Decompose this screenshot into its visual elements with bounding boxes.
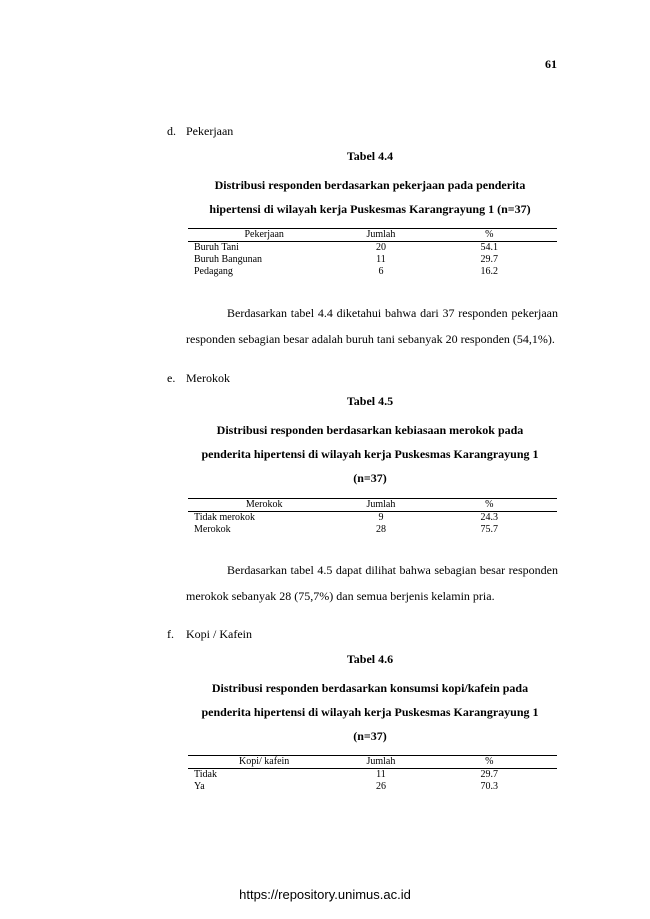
table-4-5-caption xyxy=(175,394,565,490)
table-cell: 28 xyxy=(375,524,386,535)
table-cell: Buruh Tani xyxy=(194,242,239,253)
table-row xyxy=(188,769,557,781)
footer-url[interactable]: https://repository.unimus.ac.id xyxy=(239,887,411,902)
table-cell: 29.7 xyxy=(480,254,498,265)
table-4-5 xyxy=(188,498,557,536)
table-cell: 29.7 xyxy=(480,769,498,780)
section-label: f. xyxy=(167,627,174,641)
table-description-line: (n=37) xyxy=(353,729,387,743)
table-cell: 11 xyxy=(376,254,386,265)
section-heading-merokok xyxy=(167,371,230,386)
column-header: % xyxy=(485,499,494,510)
table-cell: 11 xyxy=(376,769,386,780)
table-cell: 24.3 xyxy=(480,512,498,523)
section-label: e. xyxy=(167,371,176,385)
table-title: Tabel 4.5 xyxy=(346,394,394,408)
table-row xyxy=(188,781,557,793)
table-row xyxy=(188,266,557,278)
table-cell: 16.2 xyxy=(480,266,498,277)
table-row xyxy=(188,524,557,536)
table-cell: Ya xyxy=(194,781,205,792)
table-cell: 6 xyxy=(378,266,384,277)
table-cell: 26 xyxy=(375,781,386,792)
table-4-6 xyxy=(188,755,557,793)
table-cell: 9 xyxy=(378,512,384,523)
table-4-4 xyxy=(188,228,557,278)
column-header: Jumlah xyxy=(366,499,396,510)
section-heading-kopi-kafein xyxy=(167,627,252,642)
table-row xyxy=(188,512,557,524)
table-header-row xyxy=(188,498,557,512)
paragraph-pekerjaan xyxy=(186,300,558,352)
table-description-line: hipertensi di wilayah kerja Puskesmas Karangrayung 1 (n=37) xyxy=(209,202,531,216)
table-header-row xyxy=(188,228,557,242)
table-cell: 70.3 xyxy=(480,781,498,792)
table-description-line: (n=37) xyxy=(353,471,387,485)
table-row xyxy=(188,242,557,254)
table-description-line: Distribusi responden berdasarkan kebiasaan merokok pada xyxy=(216,423,524,437)
table-cell: Merokok xyxy=(194,524,231,535)
column-header: Pekerjaan xyxy=(244,229,284,240)
table-cell: Buruh Bangunan xyxy=(194,254,263,265)
table-cell: Pedagang xyxy=(194,266,233,277)
table-cell: 54.1 xyxy=(480,242,498,253)
table-description-line: penderita hipertensi di wilayah kerja Puskesmas Karangrayung 1 xyxy=(201,705,539,719)
table-cell: Tidak xyxy=(194,769,217,780)
table-cell: 20 xyxy=(375,242,386,253)
table-title: Tabel 4.6 xyxy=(346,652,394,666)
section-label: d. xyxy=(167,124,176,138)
column-header: Merokok xyxy=(245,499,283,510)
table-4-6-caption xyxy=(175,652,565,748)
section-title: Pekerjaan xyxy=(186,124,234,138)
paragraph-merokok xyxy=(186,557,558,609)
table-cell: Tidak merokok xyxy=(194,512,256,523)
column-header: % xyxy=(485,756,494,767)
page-number: 61 xyxy=(545,57,557,71)
column-header: Jumlah xyxy=(366,229,396,240)
table-description-line: Distribusi responden berdasarkan konsumsi kopi/kafein pada xyxy=(211,681,529,695)
table-header-row xyxy=(188,755,557,769)
table-description-line: Distribusi responden berdasarkan pekerjaan pada penderita xyxy=(214,178,526,192)
table-row xyxy=(188,254,557,266)
paragraph-text: Berdasarkan tabel 4.4 diketahui bahwa dari 37 responden pekerjaan responden sebagian besar adalah buruh tani sebanyak 20 responden (54,1%). xyxy=(186,306,558,346)
table-description-line: penderita hipertensi di wilayah kerja Puskesmas Karangrayung 1 xyxy=(201,447,539,461)
table-title: Tabel 4.4 xyxy=(346,149,394,163)
column-header: Jumlah xyxy=(366,756,396,767)
section-title: Merokok xyxy=(186,371,230,385)
paragraph-text: Berdasarkan tabel 4.5 dapat dilihat bahwa sebagian besar responden merokok sebanyak 28 (75,7%) dan semua berjenis kelamin pria. xyxy=(186,563,558,603)
table-cell: 75.7 xyxy=(480,524,498,535)
section-heading-pekerjaan xyxy=(167,124,233,139)
column-header: % xyxy=(485,229,494,240)
table-4-4-caption xyxy=(175,149,565,221)
column-header: Kopi/ kafein xyxy=(239,756,290,767)
section-title: Kopi / Kafein xyxy=(186,627,252,641)
